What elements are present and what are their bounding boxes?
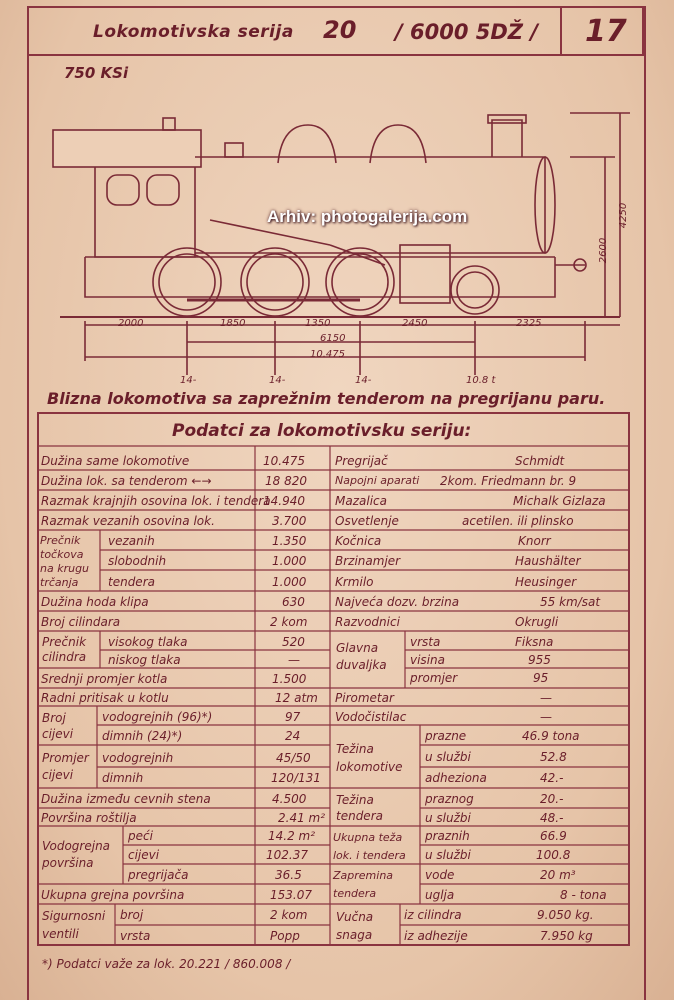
row-value: 2.41 m² (278, 811, 326, 825)
row-label: u službi (425, 848, 471, 862)
row-value: Okrugli (515, 615, 559, 629)
row-value: 9.050 kg. (537, 908, 594, 922)
group-label: Vučna snaga (336, 910, 374, 942)
row-label: Vodočistilac (335, 710, 407, 724)
row-label: u službi (425, 750, 471, 764)
power-rating: 750 KSi (64, 64, 129, 82)
row-label: cijevi (128, 848, 160, 862)
axle-load: 10.8 t (466, 375, 496, 386)
page-frame-right (644, 6, 646, 1000)
row-value: — (288, 653, 300, 667)
row-label: vrsta (120, 929, 151, 943)
group-label: Prečnik točkova na krugu trčanja (40, 534, 90, 589)
dim-label: 1350 (305, 318, 331, 329)
row-value: Haushälter (515, 554, 581, 568)
row-value: 36.5 (275, 868, 302, 882)
row-value: 102.37 (266, 848, 308, 862)
title-separator (560, 6, 562, 56)
row-label: slobodnih (108, 554, 167, 568)
series-number: 20 (323, 16, 357, 44)
group-label: Težina lokomotive (336, 742, 403, 774)
wheelbase-dim: 6150 (320, 333, 346, 344)
row-label: Pregrijač (335, 454, 388, 468)
group-label: Promjer cijevi (42, 751, 89, 782)
row-value: 1.500 (272, 672, 307, 686)
row-value: 1.000 (272, 554, 307, 568)
row-label: promjer (410, 671, 458, 685)
row-label: Dužina hoda klipa (41, 595, 149, 609)
group-label: Glavna duvaljka (336, 641, 387, 672)
row-value: 2kom. Friedmann br. 9 (440, 474, 577, 488)
row-value: 46.9 tona (522, 729, 580, 743)
row-label: Pirometar (335, 691, 394, 705)
row-label: Brzinamjer (335, 554, 401, 568)
row-label: Dužina lok. sa tenderom ←→ (41, 474, 212, 488)
height-boiler-dim: 2600 (598, 237, 610, 264)
page-number: 17 (585, 14, 627, 49)
watermark: Arhiv: photogalerija.com (267, 207, 468, 226)
row-label: dimnih (24)*) (102, 729, 183, 743)
group-label: Težina tendera (336, 793, 383, 823)
row-label: vrsta (410, 635, 441, 649)
row-value: 48.- (540, 811, 564, 825)
row-label: peći (128, 829, 153, 843)
row-label: praznih (425, 829, 470, 843)
height-chimney-dim: 4250 (618, 202, 630, 229)
row-value: Heusinger (515, 575, 577, 589)
row-value: 52.8 (540, 750, 567, 764)
row-value: acetilen. ili plinsko (462, 514, 574, 528)
row-value: 520 (282, 635, 305, 649)
row-value: Fiksna (515, 635, 554, 649)
row-label: Srednji promjer kotla (41, 672, 168, 686)
row-label: vodogrejnih (96)*) (102, 710, 213, 724)
row-value: Knorr (518, 534, 551, 548)
row-label: prazne (425, 729, 467, 743)
row-label: vodogrejnih (102, 751, 174, 765)
row-label: Razvodnici (335, 615, 400, 629)
row-label: vezanih (108, 534, 155, 548)
row-value: 55 km/sat (540, 595, 601, 609)
row-value: 7.950 kg (540, 929, 593, 943)
row-value: 12 atm (275, 691, 318, 705)
series-code: / 6000 5DŽ / (395, 20, 538, 44)
row-label: Osvetlenje (335, 514, 399, 528)
row-value: 14.940 (263, 494, 305, 508)
row-label: iz cilindra (404, 908, 462, 922)
series-label: Lokomotivska serija (93, 22, 294, 42)
row-label: visokog tlaka (108, 635, 188, 649)
row-value: 18 820 (265, 474, 307, 488)
row-label: vode (425, 868, 455, 882)
dim-label: 1850 (220, 318, 246, 329)
row-value: 100.8 (536, 848, 571, 862)
row-value: 24 (285, 729, 301, 743)
row-value: 4.500 (272, 792, 307, 806)
row-value: 66.9 (540, 829, 567, 843)
row-value: 97 (285, 710, 301, 724)
row-value: 120/131 (271, 771, 321, 785)
row-label: uglja (425, 888, 455, 902)
row-value: 8 - tona (560, 888, 607, 902)
group-label: Prečnik cilindra (42, 635, 87, 664)
row-value: 2 kom (270, 908, 308, 922)
group-label: Broj cijevi (42, 711, 74, 741)
row-label: Radni pritisak u kotlu (41, 691, 169, 705)
axle-load: 14- (355, 375, 372, 386)
row-value: 20.- (540, 792, 564, 806)
row-label: tendera (108, 575, 155, 589)
row-label: Kočnica (335, 534, 382, 548)
row-label: niskog tlaka (108, 653, 181, 667)
row-value: Popp (270, 929, 300, 943)
row-label: Napojni aparati (335, 474, 420, 487)
row-value: 45/50 (276, 751, 311, 765)
row-label: Ukupna grejna površina (41, 888, 185, 902)
dim-label: 2000 (118, 318, 144, 329)
table-title: Podatci za lokomotivsku seriju: (172, 421, 472, 441)
row-value: Michalk Gizlaza (513, 494, 606, 508)
axle-load: 14- (180, 375, 197, 386)
row-value: 955 (528, 653, 551, 667)
group-label: Vodogrejna površina (42, 839, 111, 870)
row-value: 20 m³ (540, 868, 576, 882)
row-value: 1.350 (272, 534, 307, 548)
axle-load: 14- (269, 375, 286, 386)
row-value: 95 (533, 671, 549, 685)
drawing-caption: Blizna lokomotiva sa zaprežnim tenderom na pregrijanu paru. (47, 389, 606, 408)
row-label: iz adhezije (404, 929, 468, 943)
group-label: Ukupna teža lok. i tendera (333, 831, 406, 862)
row-value: 153.07 (270, 888, 312, 902)
row-value: 630 (282, 595, 305, 609)
row-label: Dužina između cevnih stena (41, 792, 211, 806)
row-value: 42.- (540, 771, 564, 785)
row-value: 2 kom (270, 615, 308, 629)
row-label: broj (120, 908, 144, 922)
page-frame-left (27, 6, 29, 1000)
dim-label: 2450 (402, 318, 428, 329)
group-label: Sigurnosni ventili (42, 909, 106, 941)
dim-label: 2325 (516, 318, 542, 329)
row-label: adheziona (425, 771, 487, 785)
group-label: Zapremina tendera (333, 869, 394, 900)
row-label: Mazalica (335, 494, 387, 508)
row-label: pregrijača (128, 868, 189, 882)
row-label: Broj cilindara (41, 615, 121, 629)
row-label: Dužina same lokomotive (41, 454, 190, 468)
row-label: Razmak vezanih osovina lok. (41, 514, 215, 528)
footnote: *) Podatci važe za lok. 20.221 / 860.008 / (42, 957, 291, 971)
row-value: Schmidt (515, 454, 565, 468)
row-value: 1.000 (272, 575, 307, 589)
locomotive-drawing (30, 85, 640, 390)
row-label: u službi (425, 811, 471, 825)
row-label: Površina roštilja (41, 811, 137, 825)
row-value: 3.700 (272, 514, 307, 528)
row-label: dimnih (102, 771, 144, 785)
row-value: — (540, 691, 552, 705)
row-label: Razmak krajnjih osovina lok. i tendera (41, 494, 271, 508)
row-value: 10.475 (263, 454, 305, 468)
row-label: visina (410, 653, 445, 667)
row-label: praznog (425, 792, 474, 806)
row-value: — (540, 710, 552, 724)
total-length-dim: 10.475 (310, 349, 345, 360)
row-label: Krmilo (335, 575, 374, 589)
row-value: 14.2 m² (268, 829, 316, 843)
row-label: Najveća dozv. brzina (335, 595, 460, 609)
